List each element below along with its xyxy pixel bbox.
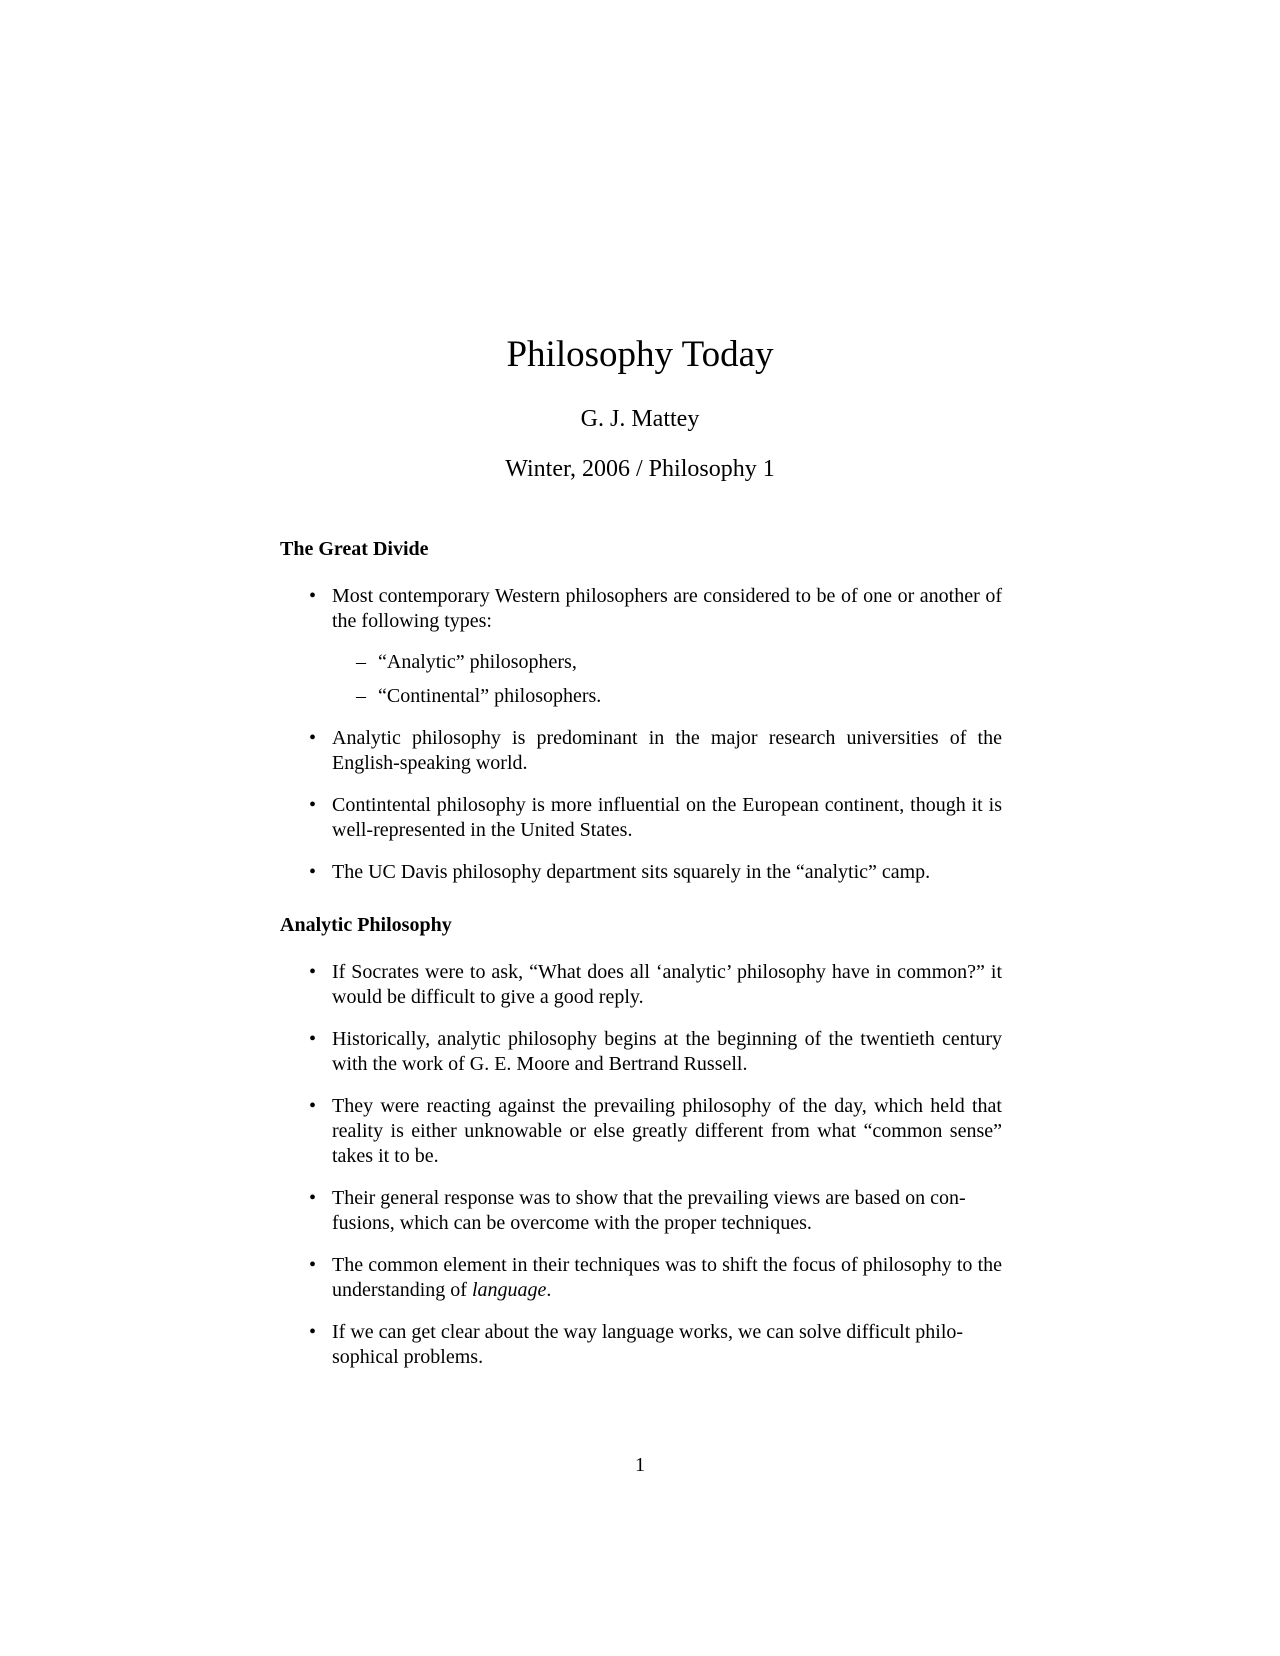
list-item-text: Most contemporary Western philosophers are considered to be of one or another of the following types: (332, 585, 1002, 632)
sub-list-item-text: “Continental” philosophers. (378, 685, 602, 707)
dash-icon: – (356, 651, 366, 673)
list-item-text: Analytic philosophy is predominant in the major research universities of the English-speaking world. (332, 727, 1002, 774)
bullet-icon: • (309, 861, 317, 883)
bullet-icon: • (309, 794, 317, 816)
list-item-text: They were reacting against the prevailing philosophy of the day, which held that reality is either unknowable or else greatly different from what “common sense” takes it to be. (332, 1095, 1002, 1167)
list-item-text: If we can get clear about the way language works, we can solve difficult philo- sophical problems. (332, 1321, 964, 1368)
list-item-text: Contintental philosophy is more influential on the European continent, though it is well-represented in the United States. (332, 794, 1002, 841)
list-item (309, 1094, 1002, 1169)
dash-icon: – (356, 685, 366, 707)
list-item (309, 584, 1002, 634)
list-item (309, 726, 1002, 776)
list-item (309, 860, 1002, 885)
list-item (309, 1253, 1002, 1303)
bullet-icon: • (309, 1028, 317, 1050)
document-title: Philosophy Today (506, 334, 774, 375)
list-item (309, 1186, 1002, 1236)
list-item-text: Historically, analytic philosophy begins at the beginning of the twentieth century with the work of G. E. Moore and Bertrand Russell. (332, 1028, 1002, 1075)
list-item (309, 960, 1002, 1010)
bullet-icon: • (309, 961, 317, 983)
list-item (309, 1320, 1002, 1370)
list-item (309, 793, 1002, 843)
document-dateline: Winter, 2006 / Philosophy 1 (505, 456, 775, 482)
bullet-icon: • (309, 1254, 317, 1276)
document-author: G. J. Mattey (580, 406, 700, 432)
bullet-icon: • (309, 1321, 317, 1343)
page-number: 1 (635, 1454, 645, 1476)
list-item-text: If Socrates were to ask, “What does all ‘analytic’ philosophy have in common?” it would be difficult to give a good reply. (332, 961, 1002, 1008)
bullet-icon: • (309, 1095, 317, 1117)
list-item-text-after: . (546, 1279, 552, 1301)
sub-list-item-text: “Analytic” philosophers, (378, 651, 577, 673)
bullet-icon: • (309, 585, 317, 607)
list-item-text: The UC Davis philosophy department sits squarely in the “analytic” camp. (332, 861, 931, 883)
section-heading-great-divide: The Great Divide (280, 538, 429, 560)
list-item-text (332, 1253, 1002, 1303)
emphasized-word: language (471, 1279, 547, 1301)
section-heading-analytic-philosophy: Analytic Philosophy (280, 914, 452, 936)
list-item-text: Their general response was to show that the prevailing views are based on con- fusions, which can be overcome with the proper techniques. (332, 1187, 966, 1234)
bullet-icon: • (309, 1187, 317, 1209)
list-item-text-before: The common element in their techniques was to shift the focus of philosophy to the understanding of (332, 1254, 1002, 1301)
bullet-icon: • (309, 727, 317, 749)
list-item (309, 1027, 1002, 1077)
